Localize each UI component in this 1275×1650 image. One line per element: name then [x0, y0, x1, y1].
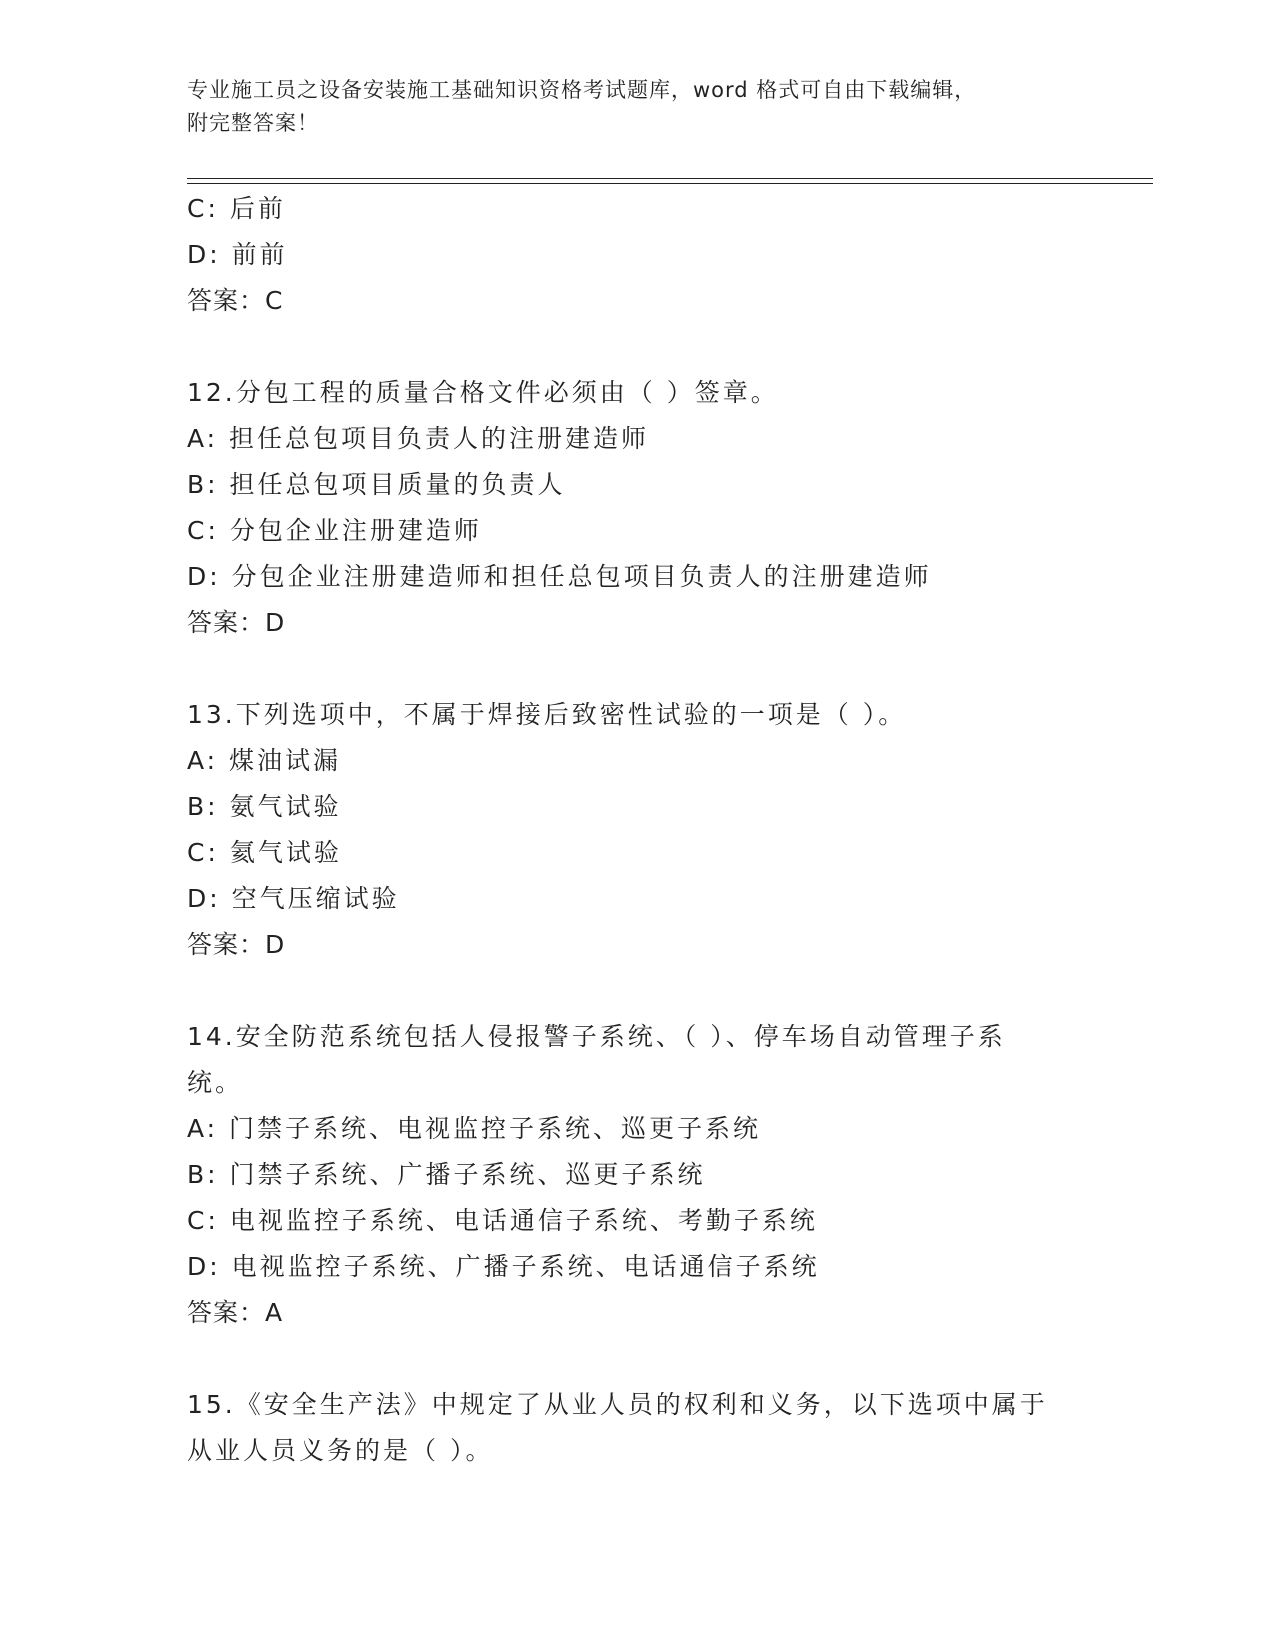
- option-c: C: 后前: [187, 194, 286, 223]
- option-c: C: 电视监控子系统、电话通信子系统、考勤子系统: [187, 1206, 818, 1235]
- question-list: [187, 186, 1087, 1474]
- header-divider-bottom: [187, 183, 1153, 184]
- spacer: [187, 324, 1087, 370]
- option-a: A: 门禁子系统、电视监控子系统、巡更子系统: [187, 1114, 762, 1143]
- option-a: A: 担任总包项目负责人的注册建造师: [187, 424, 650, 453]
- question-14: [187, 1014, 1087, 1336]
- question-15: [187, 1382, 1087, 1474]
- option-d: D: 分包企业注册建造师和担任总包项目负责人的注册建造师: [187, 562, 932, 591]
- question-stem-line-1: 14.安全防范系统包括人侵报警子系统、（ ）、停车场自动管理子系: [187, 1022, 1006, 1051]
- question-stem-line-2: 从业人员义务的是（ ）。: [187, 1436, 494, 1465]
- spacer: [187, 646, 1087, 692]
- spacer: [187, 968, 1087, 1014]
- option-a: A: 煤油试漏: [187, 746, 342, 775]
- answer: 答案：D: [187, 608, 286, 637]
- header-line-1: 专业施工员之设备安装施工基础知识资格考试题库，word 格式可自由下载编辑，: [187, 78, 977, 102]
- option-b: B: 氨气试验: [187, 792, 342, 821]
- question-stem: 13.下列选项中，不属于焊接后致密性试验的一项是（ ）。: [187, 700, 907, 729]
- question-stem-line-1: 15.《安全生产法》中规定了从业人员的权利和义务，以下选项中属于: [187, 1390, 1048, 1419]
- answer: 答案：A: [187, 1298, 284, 1327]
- answer: 答案：D: [187, 930, 286, 959]
- option-d: D: 前前: [187, 240, 288, 269]
- option-b: B: 担任总包项目质量的负责人: [187, 470, 566, 499]
- option-c: C: 氦气试验: [187, 838, 342, 867]
- answer: 答案：C: [187, 286, 284, 315]
- option-c: C: 分包企业注册建造师: [187, 516, 482, 545]
- header-divider-top: [187, 178, 1153, 179]
- option-d: D: 空气压缩试验: [187, 884, 400, 913]
- option-b: B: 门禁子系统、广播子系统、巡更子系统: [187, 1160, 706, 1189]
- document-header: [187, 74, 1087, 140]
- question-stem: 12.分包工程的质量合格文件必须由（ ）签章。: [187, 378, 779, 407]
- question-stem-line-2: 统。: [187, 1068, 244, 1097]
- option-d: D: 电视监控子系统、广播子系统、电话通信子系统: [187, 1252, 820, 1281]
- question-13: [187, 692, 1087, 968]
- question-11-tail: [187, 186, 1087, 324]
- header-line-2: 附完整答案！: [187, 111, 319, 135]
- question-12: [187, 370, 1087, 646]
- spacer: [187, 1336, 1087, 1382]
